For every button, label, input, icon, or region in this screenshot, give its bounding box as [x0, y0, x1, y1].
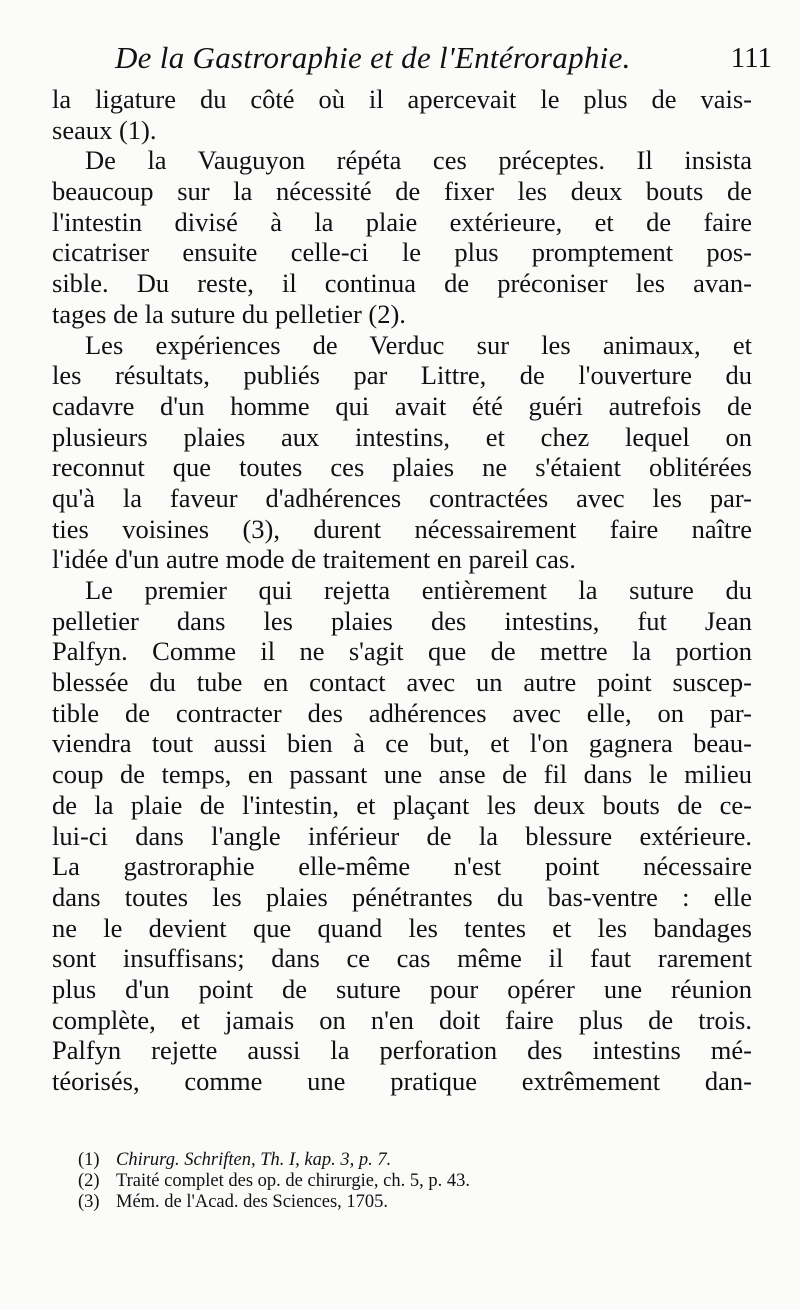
- text-line: tible de contracter des adhérences avec elle, on par-: [52, 697, 752, 728]
- footnotes: [78, 1150, 718, 1213]
- text-line: l'idée d'un autre mode de traitement en pareil cas.: [52, 544, 576, 575]
- text-line: coup de temps, en passant une anse de fil dans le milieu: [52, 759, 752, 790]
- text-line: les résultats, publiés par Littre, de l'ouverture du: [52, 360, 752, 391]
- body-text: [52, 84, 752, 1097]
- text-line: cadavre d'un homme qui avait été guéri autrefois de: [52, 390, 752, 421]
- text-line: pelletier dans les plaies des intestins, fut Jean: [52, 605, 752, 636]
- text-line: plusieurs plaies aux intestins, et chez lequel on: [52, 421, 752, 452]
- text-line: l'intestin divisé à la plaie extérieure, et de faire: [52, 206, 752, 237]
- footnote-text: Mém. de l'Acad. des Sciences, 1705.: [116, 1192, 389, 1212]
- text-line: de la plaie de l'intestin, et plaçant les deux bouts de ce-: [52, 789, 752, 820]
- text-line: Le premier qui rejetta entièrement la suture du: [85, 575, 752, 605]
- text-line: la ligature du côté où il apercevait le plus de vais-: [52, 84, 752, 114]
- text-line: sont insuffisans; dans ce cas même il faut rarement: [52, 943, 752, 974]
- text-line: lui-ci dans l'angle inférieur de la blessure extérieure.: [52, 820, 752, 851]
- running-head: [100, 40, 780, 80]
- footnote-text: Traité complet des op. de chirurgie, ch. 5, p. 43.: [116, 1171, 471, 1191]
- footnote-number: (1): [78, 1150, 100, 1170]
- footnote: [78, 1171, 718, 1192]
- text-line: Palfyn rejette aussi la perforation des intestins mé-: [52, 1035, 752, 1066]
- text-line: ties voisines (3), durent nécessairement faire naître: [52, 513, 752, 544]
- text-line: téorisés, comme une pratique extrêmement dan-: [52, 1066, 752, 1096]
- footnote-citation: Chirurg. Schriften, Th. I, kap. 3, p. 7.: [116, 1150, 392, 1170]
- text-line: plus d'un point de suture pour opérer une réunion: [52, 973, 752, 1004]
- text-line: complète, et jamais on n'en doit faire plus de trois.: [52, 1004, 752, 1035]
- text-line: ne le devient que quand les tentes et les bandages: [52, 912, 752, 943]
- running-title: De la Gastroraphie et de l'Entéroraphie.: [115, 40, 631, 75]
- text-line: viendra tout aussi bien à ce but, et l'on gagnera beau-: [52, 728, 752, 759]
- text-line: Les expériences de Verduc sur les animaux, et: [85, 329, 752, 360]
- text-line: De la Vauguyon répéta ces préceptes. Il insista: [85, 145, 752, 176]
- text-line: La gastroraphie elle-même n'est point nécessaire: [52, 851, 752, 882]
- page-number: 111: [730, 42, 772, 74]
- footnote: [78, 1192, 718, 1213]
- text-line: tages de la suture du pelletier (2).: [52, 298, 406, 329]
- footnote-number: (3): [78, 1192, 100, 1212]
- text-line: reconnut que toutes ces plaies ne s'étaient oblitérées: [52, 452, 752, 483]
- text-line: sible. Du reste, il continua de préconiser les avan-: [52, 268, 752, 299]
- text-line: cicatriser ensuite celle-ci le plus promptement pos-: [52, 237, 752, 268]
- text-line: beaucoup sur la nécessité de fixer les deux bouts de: [52, 176, 752, 207]
- text-line: dans toutes les plaies pénétrantes du bas-ventre : elle: [52, 881, 752, 912]
- text-line: blessée du tube en contact avec un autre point suscep-: [52, 667, 752, 698]
- text-line: qu'à la faveur d'adhérences contractées avec les par-: [52, 482, 752, 513]
- footnote: [78, 1150, 718, 1171]
- text-line: seaux (1).: [52, 114, 157, 145]
- text-line: Palfyn. Comme il ne s'agit que de mettre la portion: [52, 636, 752, 667]
- footnote-number: (2): [78, 1171, 100, 1191]
